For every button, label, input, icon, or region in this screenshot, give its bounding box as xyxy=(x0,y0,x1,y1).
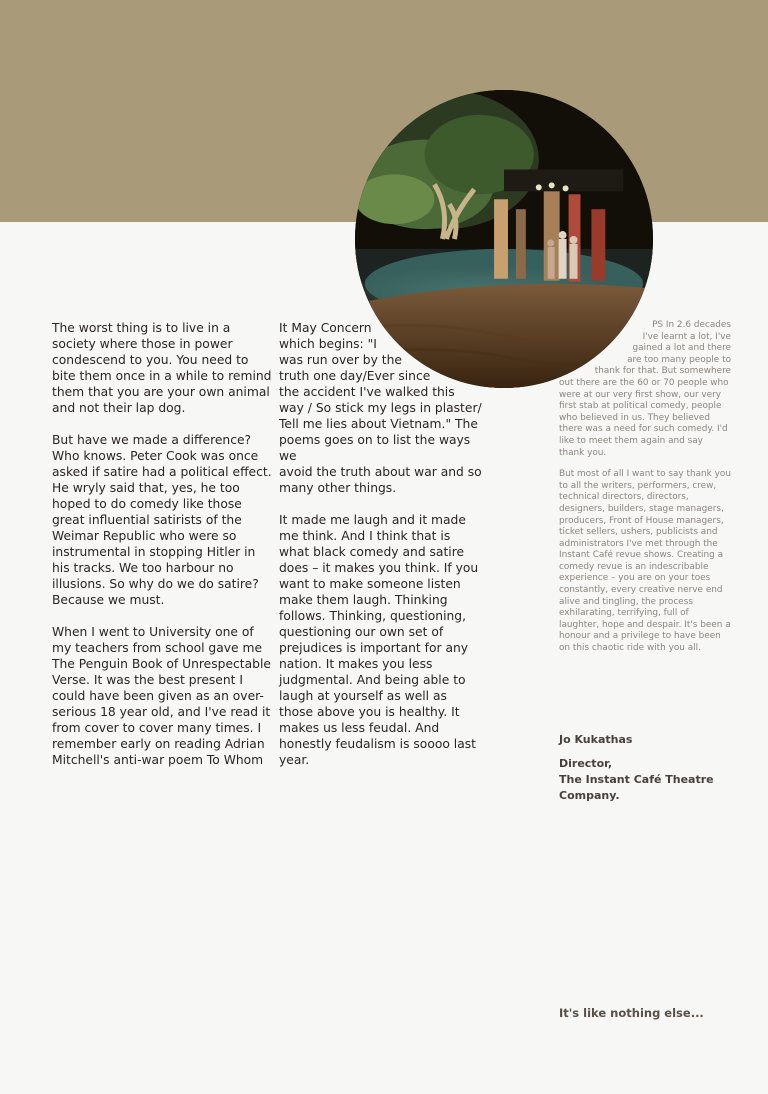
author-organization-cont: Company. xyxy=(559,789,620,802)
article-column-2 xyxy=(279,320,484,784)
author-name: Jo Kukathas xyxy=(559,733,633,746)
author-organization: The Instant Café Theatre xyxy=(559,773,714,786)
postscript-intro: PS In 2.6 decades I've learnt a lot, I've gained a lot and there are too many people to thank for that. But somewhere xyxy=(594,320,731,377)
paragraph: The worst thing is to live in a society where those in power condescend to you. You need to bite them once in a while to remind them that you are your own animal and not their lap dog. xyxy=(52,321,272,415)
postscript-paragraph: out there are the 60 or 70 people who were at our very first show, our very first stab at political comedy, people who believed in us. They believed there was a need for such comedy. I'd like to meet them again and say thank you. xyxy=(559,377,729,458)
tagline: It's like nothing else... xyxy=(559,1006,704,1020)
paragraph: It made me laugh and it made me think. And I think that is what black comedy and satire does – it makes you think. If you want to make someone listen make them laugh. Thinking follows. Thinking, questioning, questioning our own set of prejudices is important for any nation. It makes you less judgmental. And being able to laugh at yourself as well as those above you is healthy. It makes us less feudal. And honestly feudalism is soooo last year. xyxy=(279,513,479,767)
author-role: Director, xyxy=(559,757,613,770)
thanks-paragraph: But most of all I want to say thank you to all the writers, performers, crew, technical directors, directors, designers, builders, stage managers, producers, Front of House managers, ticket sellers, ushers, publicists and administrators I've met through the Instant Café revue shows. Creating a comedy revue is an indescribable experience – you are on your toes constantly, every creative nerve end alive and tingling, the process exhilarating, terrifying, full of laughter, hope and despair. It's been a honour and a privilege to have been on this chaotic ride with you all. xyxy=(559,469,731,654)
paragraph: When I went to University one of my teachers from school gave me The Penguin Book of Unrespectable Verse. It was the best present I could have been given as an over-serious 18 year old, and I've read it from cover to cover many times. I remember early on reading Adrian Mitchell's anti-war poem To Whom xyxy=(52,625,271,767)
article-column-1 xyxy=(52,320,272,784)
paragraph: It May Concern which begins: "I was run over by the truth one day/Ever since the accident I've walked this way / So stick my legs in plaster/ Tell me lies about Vietnam." The poems goes on to list the ways we avoid the truth about war and so many other things. xyxy=(279,321,482,495)
article-column-3 xyxy=(559,320,731,665)
paragraph: But have we made a difference? Who knows. Peter Cook was once asked if satire had a political effect. He wryly said that, yes, he too hoped to do comedy like those great influential satirists of the Weimar Republic who were so instrumental in stopping Hitler in his tracks. We too harbour no illusions. So why do we do satire? Because we must. xyxy=(52,433,272,607)
signature-block xyxy=(559,732,739,804)
